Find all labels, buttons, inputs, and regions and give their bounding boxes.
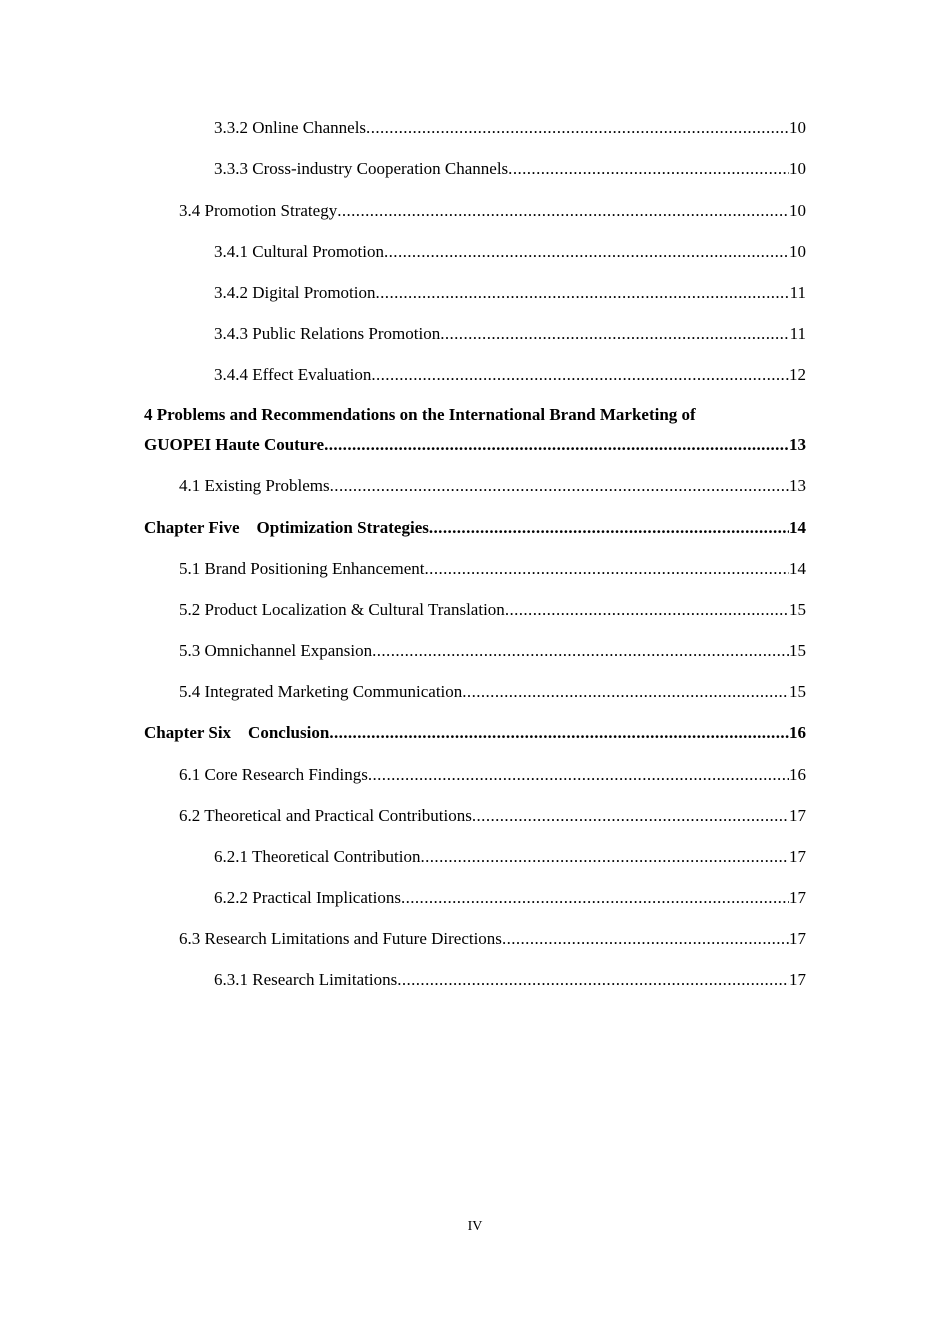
toc-page-number: 10 bbox=[789, 242, 806, 261]
toc-entry[interactable] bbox=[0, 887, 806, 909]
toc-entry[interactable] bbox=[0, 558, 806, 580]
toc-page-number: 12 bbox=[789, 365, 806, 384]
toc-entry-label: 6.1 Core Research Findings bbox=[179, 765, 368, 784]
toc-page-number: 10 bbox=[789, 118, 806, 137]
dot-leader bbox=[462, 681, 789, 703]
toc-page-number: 17 bbox=[789, 806, 806, 825]
toc-entry-label: 5.2 Product Localization & Cultural Translation bbox=[179, 600, 505, 619]
toc-entry[interactable] bbox=[0, 323, 806, 345]
toc-entry[interactable] bbox=[0, 117, 806, 139]
dot-leader bbox=[429, 517, 789, 539]
toc-entry[interactable] bbox=[0, 599, 806, 621]
toc-entry[interactable] bbox=[0, 282, 806, 304]
toc-entry[interactable] bbox=[0, 158, 806, 180]
toc-entry-label: 3.4.1 Cultural Promotion bbox=[214, 242, 384, 261]
toc-page-number: 10 bbox=[789, 201, 806, 220]
toc-entry[interactable] bbox=[0, 241, 806, 263]
dot-leader bbox=[472, 805, 789, 827]
dot-leader bbox=[401, 887, 789, 909]
toc-entry[interactable] bbox=[0, 475, 806, 497]
toc-entry[interactable] bbox=[0, 805, 806, 827]
dot-leader bbox=[330, 475, 789, 497]
dot-leader bbox=[376, 282, 790, 304]
dot-leader bbox=[440, 323, 789, 345]
toc-entry-label: Chapter Five Optimization Strategies bbox=[144, 518, 429, 537]
dot-leader bbox=[425, 558, 789, 580]
toc-page-number: 11 bbox=[789, 283, 806, 302]
toc-entry[interactable] bbox=[0, 722, 806, 744]
dot-leader bbox=[502, 928, 789, 950]
toc-entry-label: GUOPEI Haute Couture bbox=[144, 435, 325, 454]
toc-page-number: 15 bbox=[789, 682, 806, 701]
dot-leader bbox=[337, 200, 789, 222]
toc-entry-label: 6.3 Research Limitations and Future Directions bbox=[179, 929, 502, 948]
toc-entry-label: 4.1 Existing Problems bbox=[179, 476, 330, 495]
toc-entry-label: 5.4 Integrated Marketing Communication bbox=[179, 682, 463, 701]
dot-leader bbox=[329, 722, 789, 744]
toc-entry-label: 6.2.2 Practical Implications bbox=[214, 888, 401, 907]
dot-leader bbox=[324, 434, 789, 456]
toc-entry-label: 5.3 Omnichannel Expansion bbox=[179, 641, 373, 660]
toc-page-number: 17 bbox=[789, 970, 806, 989]
page-number-footer: IV bbox=[467, 1219, 483, 1234]
toc-entry-label-line1[interactable]: 4 Problems and Recommendations on the International Brand Marketing of bbox=[144, 405, 696, 424]
toc-page-number: 14 bbox=[789, 559, 806, 578]
dot-leader bbox=[366, 117, 789, 139]
toc-page-number: 17 bbox=[789, 888, 806, 907]
toc-entry-label: 6.2.1 Theoretical Contribution bbox=[214, 847, 421, 866]
toc-entry[interactable] bbox=[0, 969, 806, 991]
toc-page-number: 17 bbox=[789, 847, 806, 866]
dot-leader bbox=[372, 640, 789, 662]
toc-page-number: 17 bbox=[789, 929, 806, 948]
dot-leader bbox=[505, 599, 789, 621]
toc-entry-label: 3.4 Promotion Strategy bbox=[179, 201, 338, 220]
toc-entry[interactable] bbox=[0, 846, 806, 868]
toc-entry[interactable] bbox=[0, 200, 806, 222]
toc-entry[interactable] bbox=[0, 434, 806, 456]
toc-entry-label: 3.3.3 Cross-industry Cooperation Channels bbox=[214, 159, 509, 178]
toc-entry-label: 3.4.2 Digital Promotion bbox=[214, 283, 376, 302]
dot-leader bbox=[384, 241, 789, 263]
toc-entry-label: Chapter Six Conclusion bbox=[144, 723, 330, 742]
toc-entry-label: 3.4.4 Effect Evaluation bbox=[214, 365, 372, 384]
toc-entry-label: 6.2 Theoretical and Practical Contributions bbox=[179, 806, 472, 825]
toc-entry[interactable] bbox=[0, 517, 806, 539]
toc-entry[interactable] bbox=[0, 681, 806, 703]
toc-page-number: 13 bbox=[789, 435, 806, 454]
dot-leader bbox=[371, 364, 789, 386]
toc-entry-label: 5.1 Brand Positioning Enhancement bbox=[179, 559, 425, 578]
toc-page-number: 16 bbox=[789, 723, 806, 742]
toc-page-number: 14 bbox=[789, 518, 806, 537]
dot-leader bbox=[397, 969, 789, 991]
toc-entry[interactable] bbox=[0, 764, 806, 786]
dot-leader bbox=[420, 846, 789, 868]
toc-entry[interactable] bbox=[0, 364, 806, 386]
dot-leader bbox=[368, 764, 789, 786]
toc-entry-label: 3.3.2 Online Channels bbox=[214, 118, 367, 137]
toc-page-number: 13 bbox=[789, 476, 806, 495]
toc-page-number: 15 bbox=[789, 641, 806, 660]
toc-page-number: 10 bbox=[789, 159, 806, 178]
toc-entry-label: 3.4.3 Public Relations Promotion bbox=[214, 324, 441, 343]
toc-entry-label: 6.3.1 Research Limitations bbox=[214, 970, 398, 989]
toc-page-number: 15 bbox=[789, 600, 806, 619]
toc-page-number: 11 bbox=[789, 324, 806, 343]
toc-entry[interactable] bbox=[0, 640, 806, 662]
dot-leader bbox=[508, 158, 789, 180]
toc-entry[interactable] bbox=[0, 928, 806, 950]
toc-page-number: 16 bbox=[789, 765, 806, 784]
